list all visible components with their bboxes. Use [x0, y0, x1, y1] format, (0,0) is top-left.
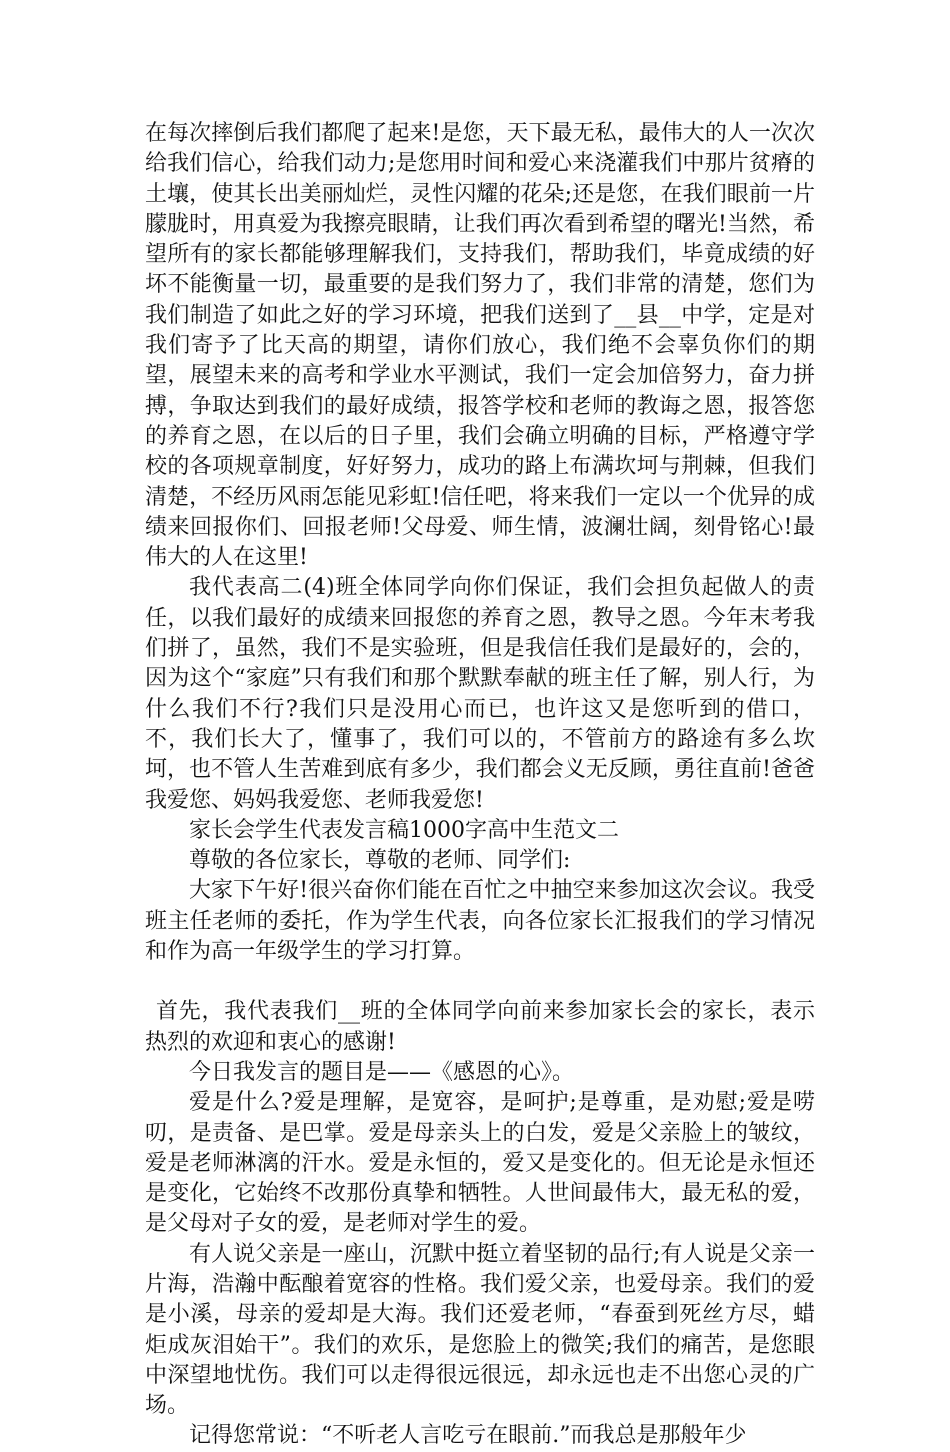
paragraph-what-is-love: 爱是什么?爱是理解，是宽容，是呵护;是尊重，是劝慰;爱是唠叨，是责备、是巴掌。爱是母亲头上的白发，爱是父亲脸上的皱纹，爱是老师淋漓的汗水。爱是永恒的，爱又是变化的。但无论是永恒还是变化，它始终不改那份真挚和牺牲。人世间最伟大，最无私的爱，是父母对子女的爱，是老师对学生的爱。: [145, 1090, 815, 1237]
paragraph-spacer: [145, 967, 815, 997]
paragraph-greeting: 大家下午好!很兴奋你们能在百忙之中抽空来参加这次会议。我受班主任老师的委托，作为学生代表，向各位家长汇报我们的学习情况和作为高一年级学生的学习打算。: [145, 878, 815, 965]
document-body: [145, 119, 815, 1452]
paragraph-remember: 记得您常说：“不听老人言吃亏在眼前.”而我总是那般年少: [189, 1423, 747, 1449]
paragraph-class-pledge: 我代表高二(4)班全体同学向你们保证，我们会担负起做人的责任，以我们最好的成绩来回报您的养育之恩，教导之恩。今年末考我们拼了，虽然，我们不是实验班，但是我信任我们是最好的，会的，因为这个“家庭”只有我们和那个默默奉献的班主任了解，别人行，为什么我们不行?我们只是没用心而已，也许这又是您听到的借口，不，我们长大了，懂事了，我们可以的，不管前方的路途有多么坎坷，也不管人生苦难到底有多少，我们都会义无反顾，勇往直前!爸爸我爱您、妈妈我爱您、老师我爱您!: [145, 575, 815, 813]
paragraph-father-mountain: 有人说父亲是一座山，沉默中挺立着坚韧的品行;有人说是父亲一片海，浩瀚中酝酿着宽容的性格。我们爱父亲，也爱母亲。我们的爱是小溪，母亲的爱却是大海。我们还爱老师，“春蚕到死丝方尽，蜡炬成灰泪始干”。我们的欢乐，是您脸上的微笑;我们的痛苦，是您眼中深望地忧伤。我们可以走得很远很远，却永远也走不出您心灵的广场。: [145, 1241, 815, 1419]
salutation: 尊敬的各位家长，尊敬的老师、同学们:: [189, 848, 571, 874]
paragraph-continuation: 在每次摔倒后我们都爬了起来!是您，天下最无私，最伟大的人一次次给我们信心，给我们动力;是您用时间和爱心来浇灌我们中那片贫瘠的土壤，使其长出美丽灿烂，灵性闪耀的花朵;还是您，在我们眼前一片朦胧时，用真爱为我擦亮眼睛，让我们再次看到希望的曙光!当然，希望所有的家长都能够理解我们，支持我们，帮助我们，毕竟成绩的好坏不能衡量一切，最重要的是我们努力了，我们非常的清楚，您们为我们制造了如此之好的学习环境，把我们送到了__县__中学，定是对我们寄予了比天高的期望，请你们放心，我们绝不会辜负你们的期望，展望未来的高考和学业水平测试，我们一定会加倍努力，奋力拼搏，争取达到我们的最好成绩，报答学校和老师的教诲之恩，报答您的养育之恩，在以后的日子里，我们会确立明确的目标，严格遵守学校的各项规章制度，好好努力，成功的路上布满坎坷与荆棘，但我们清楚，不经历风雨怎能见彩虹!信任吧，将来我们一定以一个优异的成绩来回报你们、回报老师!父母爱、师生情，波澜壮阔，刻骨铭心!最伟大的人在这里!: [145, 121, 815, 571]
paragraph-welcome: 首先，我代表我们__班的全体同学向前来参加家长会的家长，表示热烈的欢迎和衷心的感谢!: [145, 999, 815, 1055]
paragraph-topic: 今日我发言的题目是——《感恩的心》。: [189, 1059, 575, 1085]
section-heading: 家长会学生代表发言稿1000字高中生范文二: [189, 817, 619, 843]
